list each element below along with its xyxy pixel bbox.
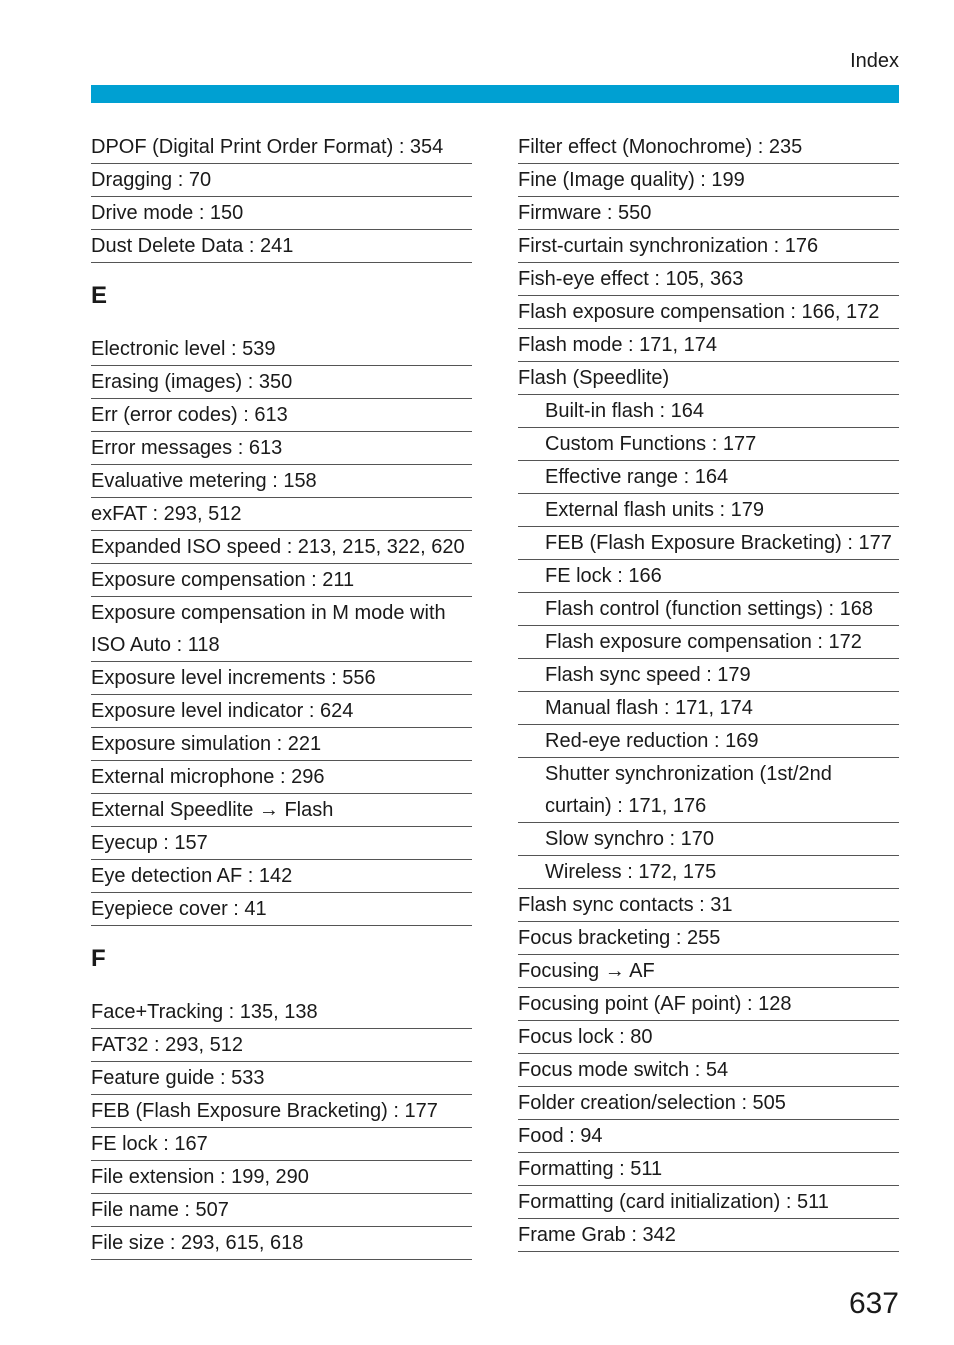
index-subentry: Shutter synchronization (1st/2nd curtain) : 171, 176 (518, 758, 899, 823)
index-entry: Dust Delete Data : 241 (91, 230, 472, 263)
index-entry: Eye detection AF : 142 (91, 860, 472, 893)
index-subentry: Effective range : 164 (518, 461, 899, 494)
index-entry: Firmware : 550 (518, 197, 899, 230)
index-entry: Fish-eye effect : 105, 363 (518, 263, 899, 296)
index-entry: Flash sync contacts : 31 (518, 889, 899, 922)
index-entry: Drive mode : 150 (91, 197, 472, 230)
index-entry: Error messages : 613 (91, 432, 472, 465)
index-entry: Frame Grab : 342 (518, 1219, 899, 1252)
index-entry: External microphone : 296 (91, 761, 472, 794)
index-group-heading: Flash (Speedlite) (518, 362, 899, 395)
index-entry: Exposure simulation : 221 (91, 728, 472, 761)
index-entry: Eyepiece cover : 41 (91, 893, 472, 926)
index-column-right (518, 131, 899, 1252)
index-entry: Focus lock : 80 (518, 1021, 899, 1054)
index-entry: Exposure level indicator : 624 (91, 695, 472, 728)
index-entry: Expanded ISO speed : 213, 215, 322, 620 (91, 531, 472, 564)
index-entry: First-curtain synchronization : 176 (518, 230, 899, 263)
index-subentry: Wireless : 172, 175 (518, 856, 899, 889)
index-entry: FEB (Flash Exposure Bracketing) : 177 (91, 1095, 472, 1128)
index-entry: Eyecup : 157 (91, 827, 472, 860)
index-entry: Focusing point (AF point) : 128 (518, 988, 899, 1021)
page-number: 637 (848, 1287, 899, 1320)
index-subentry: Red-eye reduction : 169 (518, 725, 899, 758)
index-entry: DPOF (Digital Print Order Format) : 354 (91, 131, 472, 164)
section-title: Index (850, 50, 899, 72)
index-entry: File size : 293, 615, 618 (91, 1227, 472, 1260)
index-entry: Filter effect (Monochrome) : 235 (518, 131, 899, 164)
index-entry: Formatting (card initialization) : 511 (518, 1186, 899, 1219)
index-entry: Exposure level increments : 556 (91, 662, 472, 695)
index-subentry: Flash control (function settings) : 168 (518, 593, 899, 626)
index-letter-heading: E (91, 282, 108, 309)
index-letter-heading: F (91, 945, 106, 972)
index-entry: Feature guide : 533 (91, 1062, 472, 1095)
index-subentry: Slow synchro : 170 (518, 823, 899, 856)
index-entry: Focusing → AF (518, 955, 899, 988)
index-entry: Evaluative metering : 158 (91, 465, 472, 498)
index-entry: Folder creation/selection : 505 (518, 1087, 899, 1120)
index-subentry: Built-in flash : 164 (518, 395, 899, 428)
index-entry: Formatting : 511 (518, 1153, 899, 1186)
index-column-left (91, 131, 472, 1260)
index-entry: Focus bracketing : 255 (518, 922, 899, 955)
index-entry: FE lock : 167 (91, 1128, 472, 1161)
index-entry: Dragging : 70 (91, 164, 472, 197)
index-entry: Erasing (images) : 350 (91, 366, 472, 399)
index-entry: Focus mode switch : 54 (518, 1054, 899, 1087)
index-entry: File extension : 199, 290 (91, 1161, 472, 1194)
index-entry: FAT32 : 293, 512 (91, 1029, 472, 1062)
index-subentry: Flash sync speed : 179 (518, 659, 899, 692)
index-entry: Err (error codes) : 613 (91, 399, 472, 432)
index-entry: Electronic level : 539 (91, 333, 472, 366)
index-entry: Food : 94 (518, 1120, 899, 1153)
index-subentry: Flash exposure compensation : 172 (518, 626, 899, 659)
index-entry: External Speedlite → Flash (91, 794, 472, 827)
index-entry: Exposure compensation : 211 (91, 564, 472, 597)
index-subentry: Custom Functions : 177 (518, 428, 899, 461)
header-bar (91, 85, 899, 103)
index-entry: exFAT : 293, 512 (91, 498, 472, 531)
index-entry: Fine (Image quality) : 199 (518, 164, 899, 197)
index-entry: Flash exposure compensation : 166, 172 (518, 296, 899, 329)
index-entry: Face+Tracking : 135, 138 (91, 996, 472, 1029)
index-subentry: External flash units : 179 (518, 494, 899, 527)
index-entry: Flash mode : 171, 174 (518, 329, 899, 362)
index-subentry: FE lock : 166 (518, 560, 899, 593)
index-subentry: FEB (Flash Exposure Bracketing) : 177 (518, 527, 899, 560)
index-entry: File name : 507 (91, 1194, 472, 1227)
index-entry: Exposure compensation in M mode with ISO Auto : 118 (91, 597, 472, 662)
index-subentry: Manual flash : 171, 174 (518, 692, 899, 725)
